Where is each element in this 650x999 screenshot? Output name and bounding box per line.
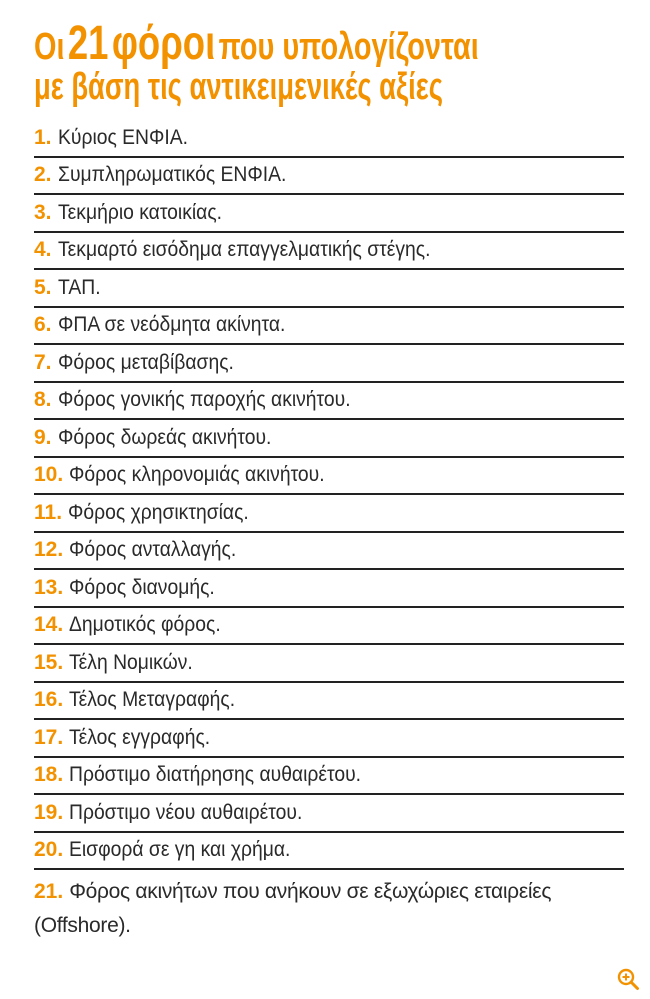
item-text: Φόρος ακινήτων που ανήκουν σε εξωχώριες εταιρείες (Offshore). <box>34 880 552 937</box>
item-text: Φόρος κληρονομιάς ακινήτου. <box>69 463 325 487</box>
list-item <box>34 720 624 758</box>
list-item <box>34 195 624 233</box>
item-number: 8. <box>34 388 52 412</box>
item-number: 14. <box>34 613 64 637</box>
item-text: ΦΠΑ σε νεόδμητα ακίνητα. <box>57 313 285 337</box>
item-number: 2. <box>34 163 52 187</box>
headline-number: 21 <box>67 17 109 70</box>
item-number: 9. <box>34 425 52 449</box>
item-number: 18. <box>34 763 64 787</box>
item-number: 4. <box>34 238 52 262</box>
item-number: 12. <box>34 538 64 562</box>
tax-list <box>34 120 624 944</box>
list-item <box>34 533 624 571</box>
item-number: 5. <box>34 275 52 299</box>
item-text: Πρόστιμο διατήρησης αυθαιρέτου. <box>69 763 362 787</box>
item-text: Τεκμήριο κατοικίας. <box>57 200 222 224</box>
item-number: 20. <box>34 838 64 862</box>
item-text: Τεκμαρτό εισόδημα επαγγελματικής στέγης. <box>57 238 430 262</box>
item-text: Τέλος εγγραφής. <box>69 725 211 749</box>
item-text: Φόρος χρησικτησίας. <box>68 500 249 524</box>
item-text: Συμπληρωματικός ΕΝΦΙΑ. <box>57 163 286 187</box>
list-item <box>34 758 624 796</box>
list-item <box>34 870 624 944</box>
list-item <box>34 458 624 496</box>
item-number: 11. <box>34 500 63 524</box>
item-text: Φόρος δωρεάς ακινήτου. <box>57 425 271 449</box>
item-text: Τέλος Μεταγραφής. <box>69 688 236 712</box>
list-item <box>34 833 624 871</box>
headline-line-1 <box>34 17 482 70</box>
list-item <box>34 270 624 308</box>
list-item <box>34 608 624 646</box>
headline-line-2: με βάση τις αντικειμενικές αξίες <box>34 66 444 108</box>
item-number: 15. <box>34 650 64 674</box>
list-item <box>34 683 624 721</box>
headline-rest: που υπολογίζονται <box>218 26 479 68</box>
list-item <box>34 233 624 271</box>
list-item <box>34 645 624 683</box>
item-text: Φόρος μεταβίβασης. <box>57 350 234 374</box>
list-item <box>34 383 624 421</box>
item-number: 13. <box>34 575 64 599</box>
list-item <box>34 570 624 608</box>
zoom-in-icon[interactable] <box>616 967 640 991</box>
headline-word: φόροι <box>111 17 216 70</box>
headline <box>34 17 624 110</box>
list-item <box>34 345 624 383</box>
item-number: 6. <box>34 313 52 337</box>
item-text: Κύριος ΕΝΦΙΑ. <box>57 125 188 149</box>
item-text: Φόρος διανομής. <box>69 575 215 599</box>
item-text: Φόρος ανταλλαγής. <box>69 538 237 562</box>
list-item <box>34 120 624 158</box>
item-text: Πρόστιμο νέου αυθαιρέτου. <box>69 800 303 824</box>
item-number: 7. <box>34 350 52 374</box>
list-item <box>34 158 624 196</box>
item-number: 17. <box>34 725 64 749</box>
item-number: 21. <box>34 880 64 903</box>
list-item <box>34 495 624 533</box>
list-item <box>34 795 624 833</box>
item-text: ΤΑΠ. <box>57 275 101 299</box>
item-text: Τέλη Νομικών. <box>69 650 193 674</box>
list-item <box>34 420 624 458</box>
item-number: 16. <box>34 688 64 712</box>
item-text: Φόρος γονικής παροχής ακινήτου. <box>57 388 351 412</box>
item-number: 19. <box>34 800 64 824</box>
item-text: Δημοτικός φόρος. <box>69 613 221 637</box>
item-number: 10. <box>34 463 64 487</box>
item-text: Εισφορά σε γη και χρήμα. <box>69 838 291 862</box>
list-item <box>34 308 624 346</box>
item-number: 1. <box>34 125 52 149</box>
item-number: 3. <box>34 200 52 224</box>
headline-prefix: Οι <box>34 26 65 68</box>
